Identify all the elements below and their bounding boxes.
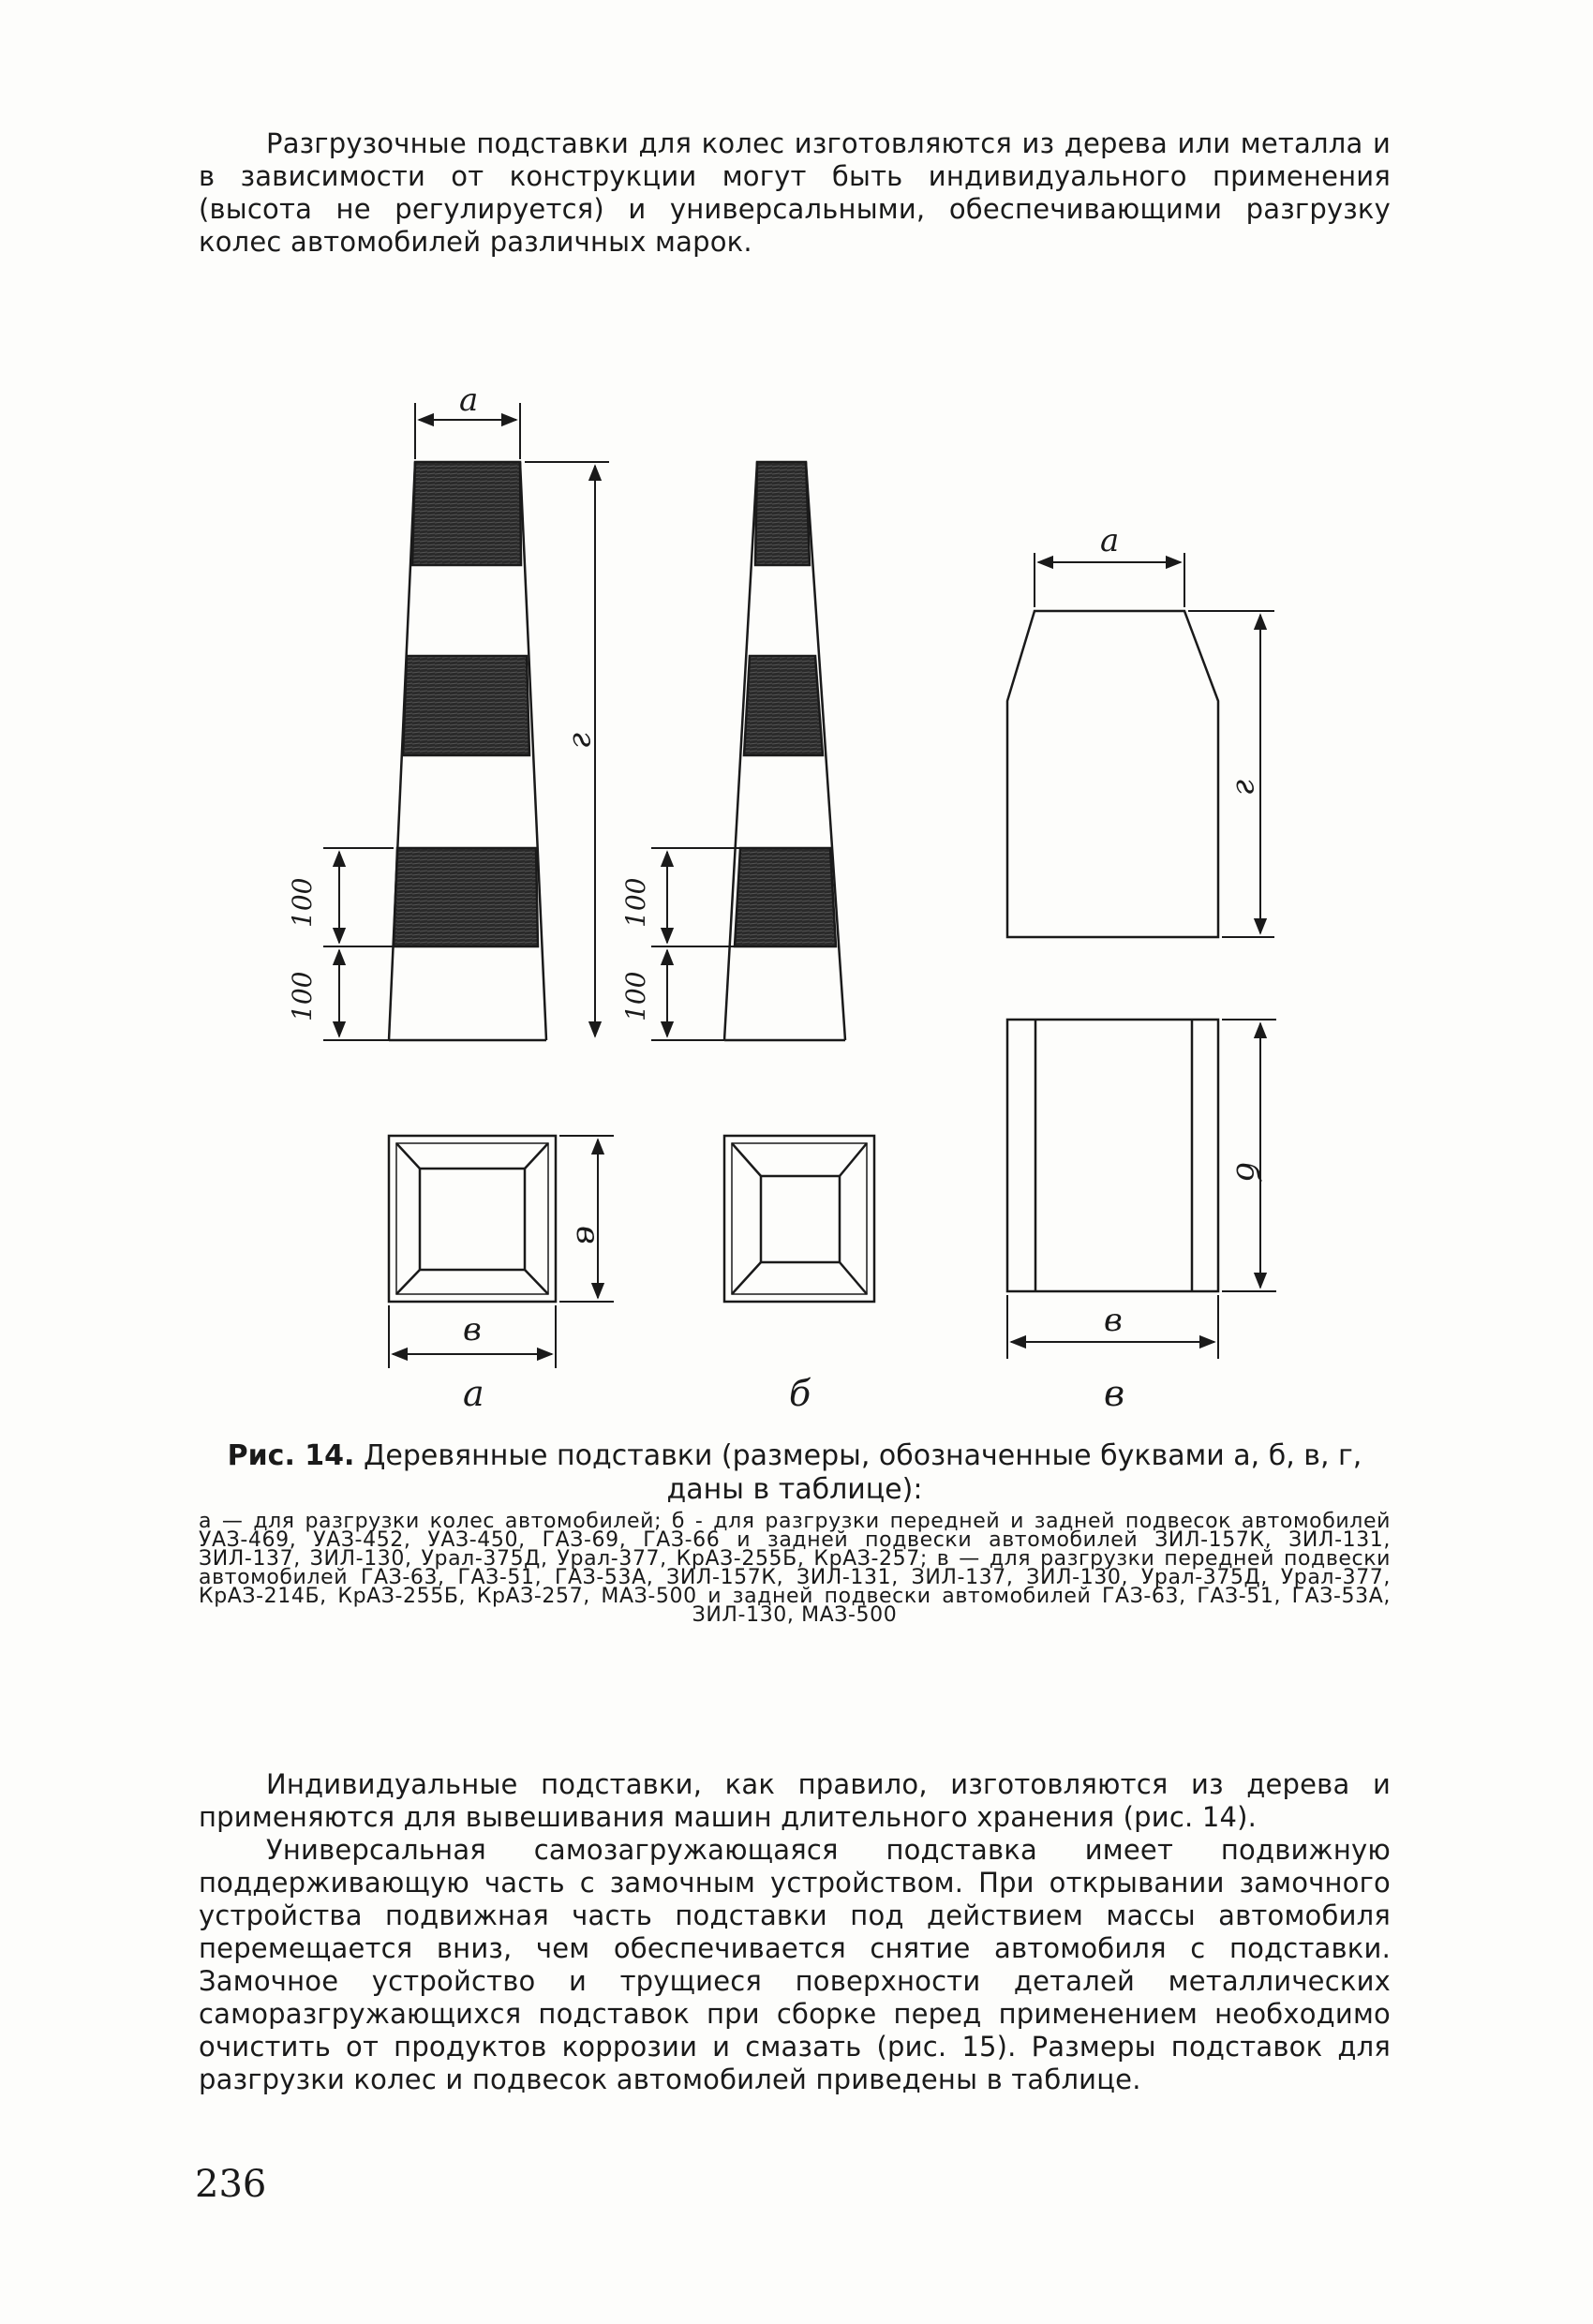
stand-v-side-dimensions bbox=[1007, 1020, 1276, 1359]
dim-a-label-2: а bbox=[1100, 522, 1120, 559]
dim-g-label-1: г bbox=[565, 731, 603, 748]
paragraph-2-text: Индивидуальные подставки, как правило, изготовляются из дерева и применяются для вывешивания машин длительного хранения (рис. 14). bbox=[199, 1768, 1391, 1833]
figure-number: Рис. 14. bbox=[227, 1439, 355, 1472]
stand-a-side-view bbox=[389, 462, 546, 1040]
page-number: 236 bbox=[195, 2163, 267, 2206]
dim-v-label-3: в bbox=[1104, 1302, 1123, 1339]
figure-caption-title bbox=[199, 1439, 1391, 1507]
body-text bbox=[199, 1768, 1391, 2096]
paragraph-3 bbox=[199, 1834, 1391, 2096]
panel-a-label: а bbox=[463, 1373, 484, 1414]
stand-a-band-1 bbox=[412, 462, 521, 565]
paragraph-2 bbox=[199, 1768, 1391, 1834]
figure-caption-body: а — для разгрузки колес автомобилей; б - для разгрузки передней и задней подвесок автомобилей УАЗ-469, УАЗ-452, УАЗ-450, ГАЗ-69, ГАЗ-66 и задней подвески автомобилей ЗИЛ-157К, ЗИЛ-131, ЗИЛ-137, ЗИЛ-130, Урал-375Д, Урал-377, КрАЗ-255Б, КрАЗ-257; в — для разгрузки передней подвески автомобилей ГАЗ-63, ГАЗ-51, ГАЗ-53А, ЗИЛ-157К, ЗИЛ-131, ЗИЛ-137, ЗИЛ-130, Урал-375Д, Урал-377, КрАЗ-214Б, КрАЗ-255Б, КрАЗ-257, МАЗ-500 и задней подвески автомобилей ГАЗ-63, ГАЗ-51, ГАЗ-53А, ЗИЛ-130, МАЗ-500 bbox=[199, 1510, 1391, 1627]
stand-b-side-view bbox=[724, 462, 845, 1040]
stand-b-band-1 bbox=[755, 462, 810, 565]
stand-a-plan-view bbox=[389, 1136, 556, 1302]
dim-100-label-1: 100 bbox=[287, 877, 318, 928]
paragraph-3-text: Универсальная самозагружающаяся подставка имеет подвижную поддерживающую часть с замочным устройством. При открывании замочного устройства подвижная часть подставки под действием массы автомобиля перемещается вниз, чем обеспечивается снятие автомобиля с подставки. Замочное устройство и трущиеся поверхности деталей металлических саморазгружающихся подставок при сборке перед применением необходимо очистить от продуктов коррозии и смазать (рис. 15). Размеры подставок для разгрузки колес и подвесок автомобилей приведены в таблице. bbox=[199, 1834, 1391, 2095]
stand-b-plan-view bbox=[724, 1136, 874, 1302]
stand-a-plan-dimensions bbox=[389, 1136, 614, 1368]
dim-100-label-3: 100 bbox=[620, 877, 651, 928]
dim-v-label-1: в bbox=[569, 1226, 606, 1244]
figure-title: Деревянные подставки (размеры, обозначенные буквами а, б, в, г, даны в таблице): bbox=[363, 1439, 1362, 1506]
panel-b-label: б bbox=[789, 1373, 811, 1414]
stand-a-band-3 bbox=[394, 848, 538, 946]
stand-b-band-3 bbox=[735, 848, 836, 946]
intro-paragraph-text: Разгрузочные подставки для колес изготовляются из дерева или металла и в зависимости от конструкции могут быть индивидуального применения (высота не регулируется) и универсальными, обеспечивающими разгрузку колес автомобилей различных марок. bbox=[199, 127, 1391, 258]
dim-g-label-2: г bbox=[1228, 778, 1266, 795]
dim-a-label-1: а bbox=[459, 381, 479, 419]
dim-b-label: б bbox=[1228, 1162, 1266, 1182]
stand-v-front-view bbox=[1007, 611, 1218, 937]
stand-b-band-2 bbox=[744, 656, 823, 755]
dim-100-label-4: 100 bbox=[620, 971, 651, 1021]
dim-v-label-2: в bbox=[463, 1311, 482, 1348]
stand-a-band-2 bbox=[403, 656, 529, 755]
stand-v-side-view bbox=[1007, 1020, 1218, 1291]
dim-100-label-2: 100 bbox=[287, 971, 318, 1021]
panel-v-label: в bbox=[1104, 1373, 1125, 1414]
